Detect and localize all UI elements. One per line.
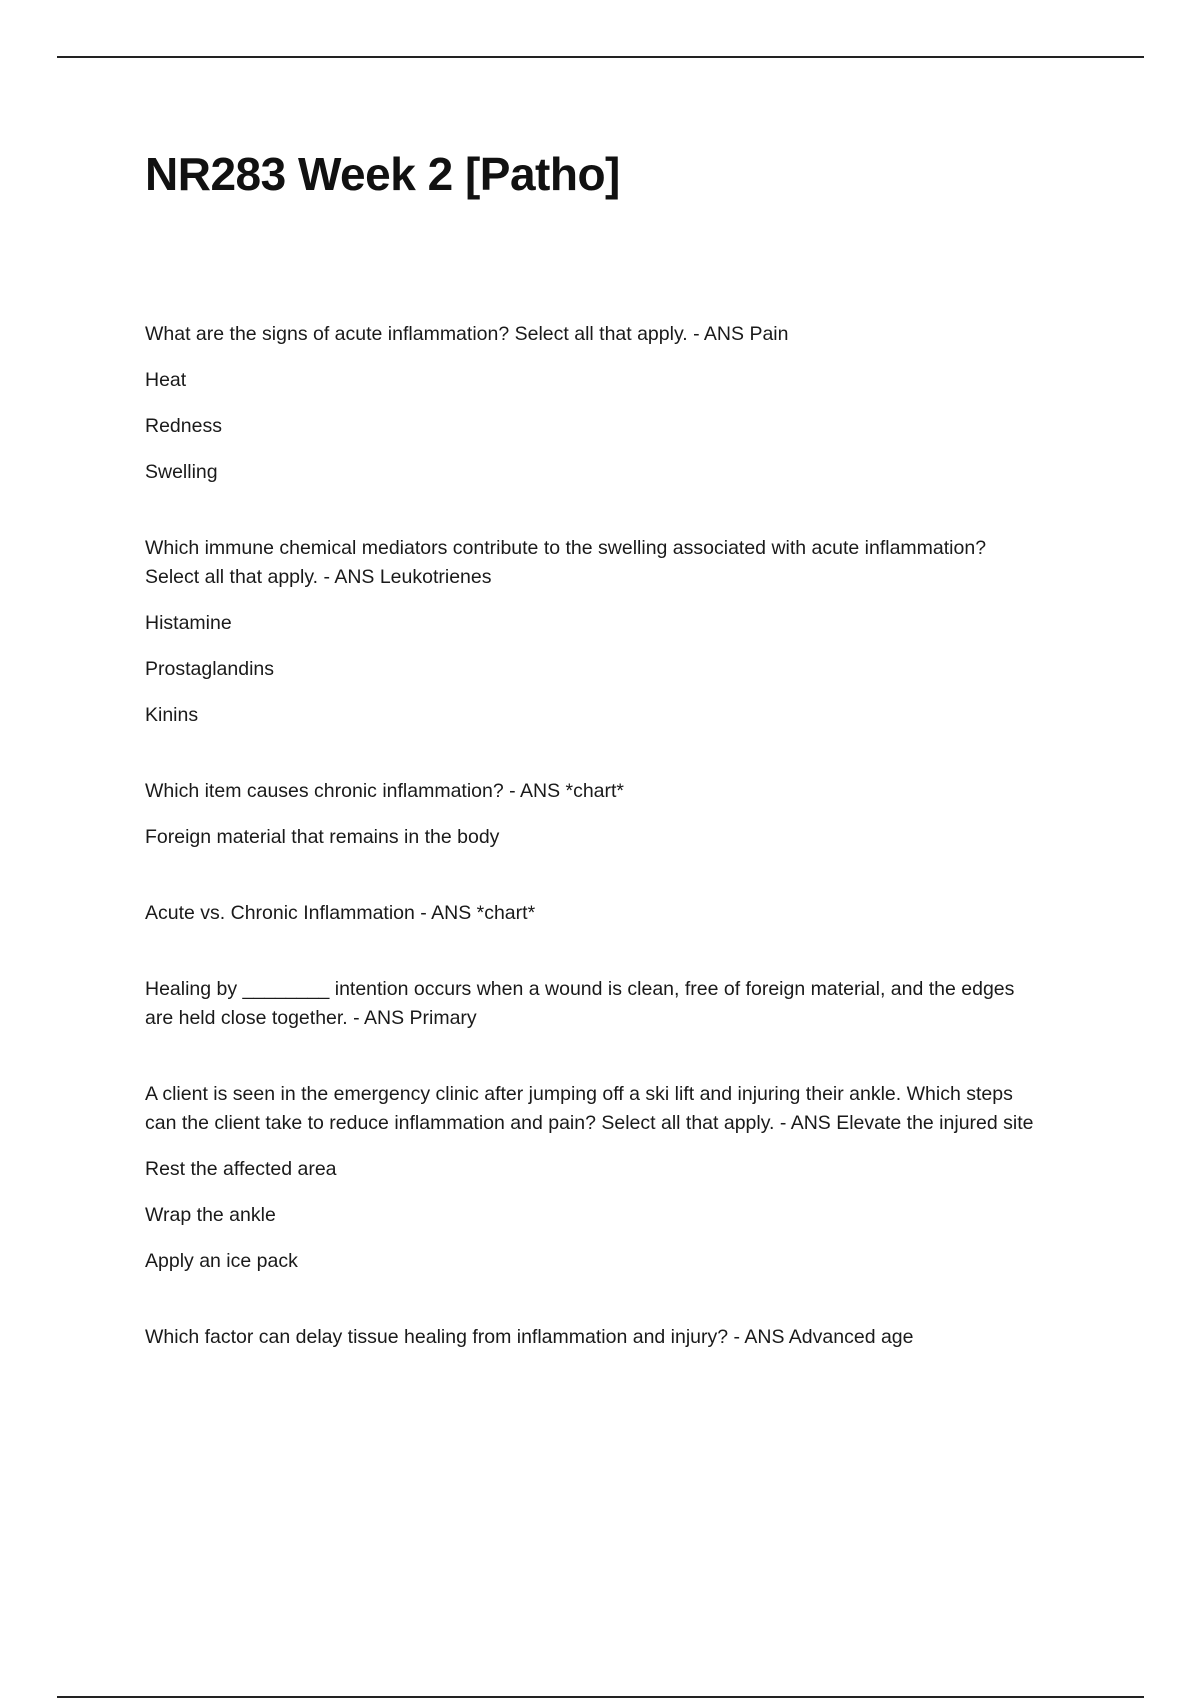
answer-line: Apply an ice pack xyxy=(145,1250,298,1272)
qa-item-3 xyxy=(145,777,1045,852)
answer-line: Histamine xyxy=(145,612,232,634)
qa-item-4 xyxy=(145,899,1045,928)
answer-line: Redness xyxy=(145,415,222,437)
question-text: Which item causes chronic inflammation? - ANS *chart* xyxy=(145,780,625,802)
document-title: NR283 Week 2 [Patho] xyxy=(145,148,620,200)
qa-item-5 xyxy=(145,975,1045,1033)
question-text: Which factor can delay tissue healing from inflammation and injury? - ANS Advanced age xyxy=(145,1326,914,1348)
question-text: Healing by ________ intention occurs when a wound is clean, free of foreign material, and the edges are held close together. - ANS Primary xyxy=(145,978,1015,1029)
qa-item-7 xyxy=(145,1323,1045,1352)
header-rule xyxy=(57,56,1144,58)
question-text: A client is seen in the emergency clinic after jumping off a ski lift and injuring their ankle. Which steps can the client take to reduce inflammation and pain? Select all that apply. - ANS Elevate the injured site xyxy=(145,1083,1034,1134)
answer-line: Foreign material that remains in the body xyxy=(145,826,500,848)
qa-item-1 xyxy=(145,320,1045,487)
qa-item-2 xyxy=(145,534,1045,730)
question-text: What are the signs of acute inflammation? Select all that apply. - ANS Pain xyxy=(145,323,789,345)
answer-line: Swelling xyxy=(145,461,218,483)
answer-line: Prostaglandins xyxy=(145,658,274,680)
answer-line: Kinins xyxy=(145,704,199,726)
answer-line: Heat xyxy=(145,369,187,391)
footer-rule xyxy=(57,1696,1144,1698)
question-text: Which immune chemical mediators contribute to the swelling associated with acute inflammation? Select all that apply. - ANS Leukotrienes xyxy=(145,537,987,588)
question-text: Acute vs. Chronic Inflammation - ANS *chart* xyxy=(145,902,536,924)
answer-line: Rest the affected area xyxy=(145,1158,337,1180)
answer-line: Wrap the ankle xyxy=(145,1204,276,1226)
qa-item-6 xyxy=(145,1080,1045,1276)
qa-list xyxy=(145,320,1045,1399)
